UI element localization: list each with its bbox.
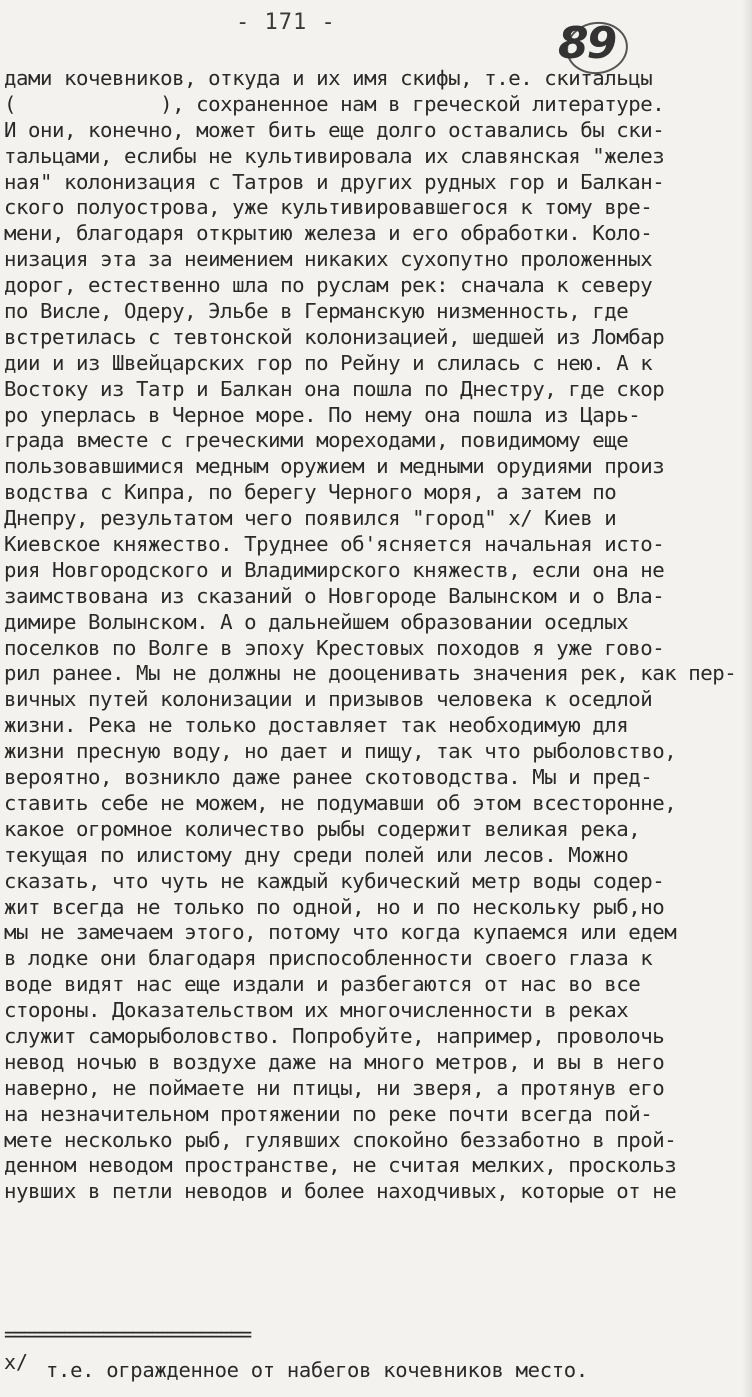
text-line: нувших в петли неводов и более находчивых, которые от не	[4, 1179, 677, 1204]
text-line: дами кочевников, откуда и их имя скифы, т.е. скитальцы	[4, 66, 653, 90]
text-line: дорог, естественно шла по руслам рек: сначала к северу	[4, 273, 653, 298]
text-line: Днепру, результатом чего появился "город" x/ Киев и	[4, 506, 617, 531]
text-line: встретилась с тевтонской колонизацией, шедшей из Ломбар	[4, 324, 665, 349]
text-line: воде видят нас еще издали и разбегаются от нас во все	[4, 972, 641, 997]
text-line: какое огромное количество рыбы содержит великая река,	[4, 816, 641, 841]
text-line: водства с Кипра, по берегу Черного моря, а затем по	[4, 480, 617, 505]
footnote-separator: =========================	[4, 1322, 251, 1346]
text-line: рия Новгородского и Владимирского княжеств, если она не	[4, 557, 665, 582]
text-line: вероятно, возникло даже ранее скотоводства. Мы и пред-	[4, 765, 653, 790]
text-line: тальцами, еслибы не культивировала их славянская "желез	[4, 143, 665, 168]
text-line: низация эта за неимением никаких сухопутно проложенных	[4, 247, 653, 272]
text-line: на незначительном протяжении по реке почти всегда пой-	[4, 1101, 653, 1126]
text-line: пользовавшимися медным оружием и медными орудиями произ	[4, 454, 665, 479]
text-line: жизни. Река не только доставляет так необходимую для	[4, 713, 629, 738]
body-text	[4, 66, 752, 1205]
text-line: служит саморыболовство. Попробуйте, например, проволочь	[4, 1023, 665, 1048]
text-line: ро уперлась в Черное море. По нему она пошла из Царь-	[4, 402, 641, 427]
text-line: сказать, что чуть не каждый кубический метр воды содер-	[4, 868, 665, 893]
text-line: мы не замечаем этого, потому что когда купаемся или едем	[4, 920, 677, 945]
text-line: ского полуострова, уже культивировавшегося к тому вре-	[4, 195, 653, 220]
text-line: текущая по илистому дну среди полей или лесов. Можно	[4, 842, 629, 867]
text-line: жизни пресную воду, но дает и пищу, так что рыболовство,	[4, 739, 677, 764]
text-line: в лодке они благодаря приспособленности своего глаза к	[4, 946, 653, 971]
text-line: стороны. Доказательством их многочисленности в реках	[4, 998, 629, 1023]
text-line: по Висле, Одеру, Эльбе в Германскую низменность, где	[4, 299, 629, 324]
text-line: И они, конечно, может бить еще долго оставались бы ски-	[4, 117, 665, 142]
text-line: ная" колонизация с Татров и других рудных гор и Балкан-	[4, 169, 665, 194]
text-line: наверно, не поймаете ни птицы, ни зверя, а протянув его	[4, 1075, 665, 1100]
text-line: дии и из Швейцарских гор по Рейну и слилась с нею. А к	[4, 350, 653, 375]
text-line: ставить себе не можем, не подумавши об этом всесторонне,	[4, 790, 677, 815]
text-line: мете несколько рыб, гулявших спокойно беззаботно в прой-	[4, 1127, 677, 1152]
text-line: мени, благодаря открытию железа и его обработки. Коло-	[4, 221, 653, 246]
footnote-text: т.е. огражденное от набегов кочевников место.	[46, 1358, 588, 1382]
text-line: поселков по Волге в эпоху Крестовых походов я уже гово-	[4, 635, 665, 660]
archive-number: 89	[558, 18, 616, 69]
text-line: Киевское княжество. Труднее об'ясняется начальная исто-	[4, 532, 665, 557]
text-line: заимствована из сказаний о Новгороде Валынском и о Вла-	[4, 583, 665, 608]
footnote-marker: x/	[4, 1350, 29, 1374]
text-line: димире Волынском. А о дальнейшем образовании оседлых	[4, 609, 629, 634]
page-number: - 171 -	[236, 10, 336, 35]
text-line: града вместе с греческими мореходами, повидимому еще	[4, 428, 629, 453]
text-line: ( ), сохраненное нам в греческой литературе.	[4, 91, 665, 116]
page-edge-shadow	[742, 0, 752, 1397]
text-line: Востоку из Татр и Балкан она пошла по Днестру, где скор	[4, 376, 665, 401]
text-line: денном неводом пространстве, не считая мелких, проскольз	[4, 1153, 677, 1178]
text-line: невод ночью в воздухе даже на много метров, и вы в него	[4, 1049, 665, 1074]
text-line: жит всегда не только по одной, но и по нескольку рыб,но	[4, 894, 665, 919]
text-line: рил ранее. Мы не должны не дооценивать значения рек, как пер-	[4, 661, 737, 686]
text-line: вичных путей колонизации и призывов человека к оседлой	[4, 687, 653, 712]
